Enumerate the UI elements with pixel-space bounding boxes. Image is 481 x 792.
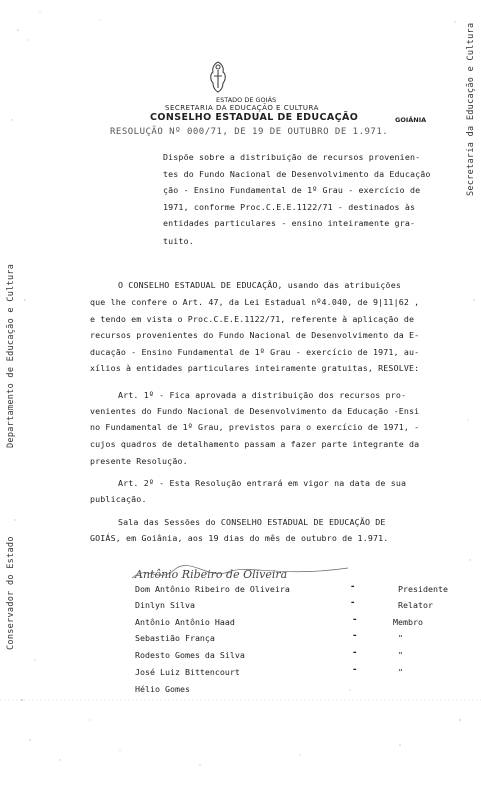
ementa-line: tes do Fundo Nacional de Desenvolvimento da Educação — [163, 169, 431, 179]
member-name: Dom Antônio Ribeiro de Oliveira — [135, 584, 290, 594]
resolution-title: RESOLUÇÃO Nº 000/71, DE 19 DE OUTUBRO DE 1.971. — [110, 127, 389, 137]
header-conselho: CONSELHO ESTADUAL DE EDUCAÇÃO — [150, 112, 359, 123]
closing-line: Sala das Sessões do CONSELHO ESTADUAL DE EDUCAÇÃO DE — [118, 517, 386, 527]
margin-stamp-top: Departamento de Educação e Cultura — [6, 263, 16, 448]
body-line: recursos provenientes do Fundo Nacional de Desenvolvimento da E- — [90, 330, 420, 340]
ementa-line: ção - Ensino Fundamental de 1º Grau - exercício de — [163, 185, 421, 195]
body-line: xílios à entidades particulares inteiramente gratuitas, RESOLVE: — [90, 363, 420, 373]
body-line: e tendo em vista o Proc.C.E.E.1122/71, referente à aplicação de — [90, 314, 415, 324]
body-line: ducação - Ensino Fundamental de 1º Grau - exercício de 1971, au- — [90, 347, 420, 357]
member-dash: - — [350, 582, 356, 592]
member-dash: - — [352, 665, 358, 675]
article-2-line: publicação. — [90, 494, 147, 504]
margin-stamp-right: Secretaria da Educação e Cultura — [466, 22, 476, 196]
member-role: Relator — [398, 600, 433, 610]
article-1-line: presente Resolução. — [90, 456, 188, 466]
member-name: Sebastião França — [135, 633, 215, 643]
handwritten-signature: Antônio Ribeiro de Oliveira — [135, 568, 288, 581]
member-name: Dinlyn Silva — [135, 600, 195, 610]
coat-of-arms-icon — [205, 60, 231, 94]
header-estado: ESTADO DE GOIÁS — [216, 96, 277, 104]
article-2-line: Art. 2º - Esta Resolução entrará em vigor na data de sua — [118, 478, 407, 488]
article-1-line: venientes do Fundo Nacional de Desenvolvimento da Educação -Ensi — [90, 406, 420, 416]
body-line: O CONSELHO ESTADUAL DE EDUCAÇÃO, usando das atribuições — [118, 280, 401, 290]
member-dash: - — [352, 615, 358, 625]
member-role: Presidente — [398, 584, 448, 594]
member-role: " — [398, 667, 403, 677]
member-dash: - — [352, 648, 358, 658]
member-role: Membro — [393, 617, 423, 627]
ementa-line: 1971, conforme Proc.C.E.E.1122/71 - destinados às — [163, 202, 416, 212]
article-1-line: no Fundamental de 1º Grau, previstos para o exercício de 1971, - — [90, 422, 420, 432]
signature-stroke — [128, 560, 358, 586]
closing-line: GOIÁS, em Goiânia, aos 19 dias do mês de outubro de 1.971. — [90, 533, 389, 543]
ementa-line: entidades particulares - ensino inteiramente gra- — [163, 218, 416, 228]
member-name: José Luiz Bittencourt — [135, 667, 240, 677]
article-1-line: cujos quadros de detalhamento passam a fazer parte integrante da — [90, 439, 420, 449]
body-line: que lhe confere o Art. 47, da Lei Estadual nº4.040, de 9|11|62 , — [90, 297, 420, 307]
member-name: Rodesto Gomes da Silva — [135, 650, 245, 660]
member-name: Antônio Antônio Haad — [135, 617, 235, 627]
article-1-line: Art. 1º - Fica aprovada a distribuição dos recursos pro- — [118, 390, 407, 400]
margin-stamp-bottom: Conservador do Estado — [6, 536, 16, 650]
header-cidade: GOIÂNIA — [395, 116, 427, 124]
member-role: " — [398, 650, 403, 660]
member-dash: - — [350, 598, 356, 608]
member-name: Hélio Gomes — [135, 684, 190, 694]
ementa-line: tuito. — [163, 236, 194, 246]
member-role: " — [398, 633, 403, 643]
ementa-line: Dispõe sobre a distribuição de recursos provenien- — [163, 152, 421, 162]
member-dash: - — [352, 631, 358, 641]
header-secretaria: SECRETARIA DA EDUCAÇÃO E CULTURA — [165, 104, 319, 112]
